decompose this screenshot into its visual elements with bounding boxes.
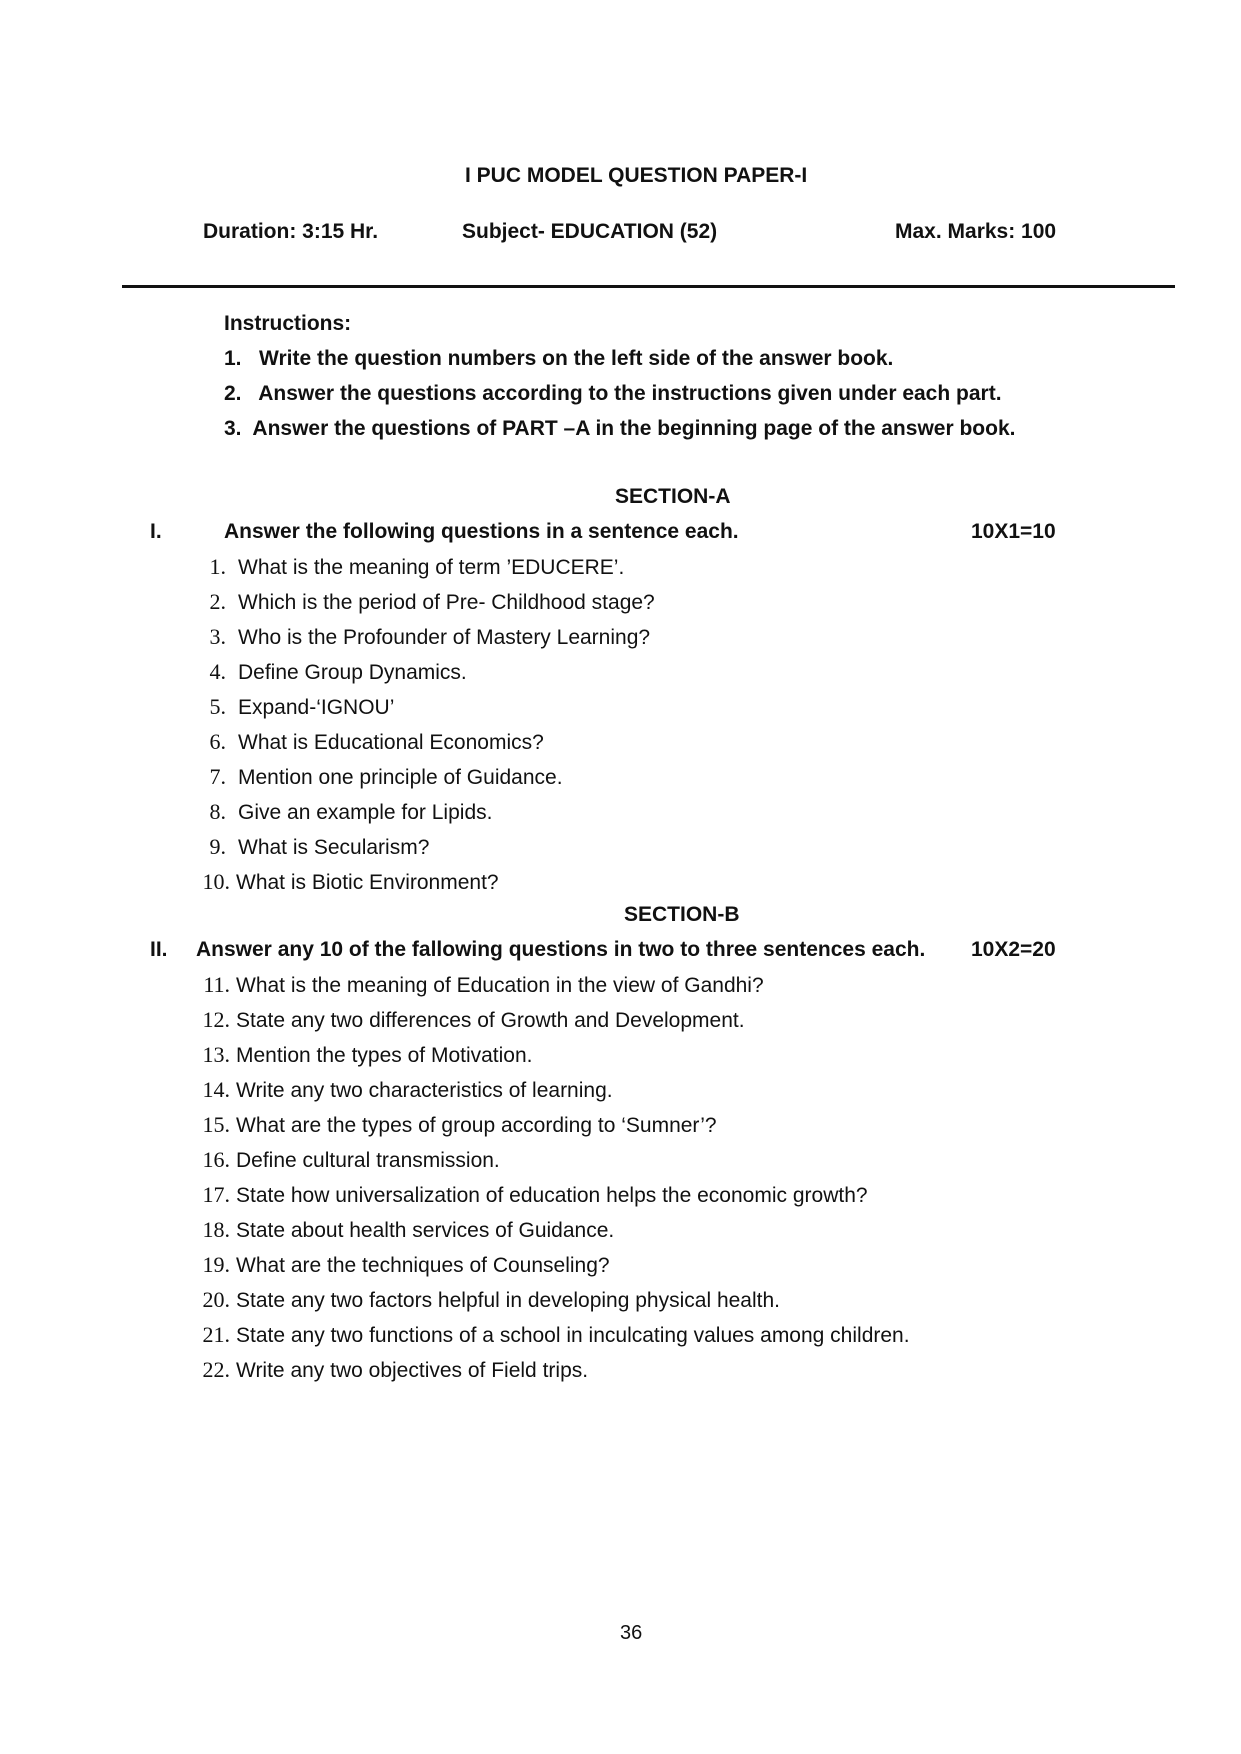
question-item: [196, 727, 544, 757]
section-b-directive: Answer any 10 of the fallowing questions in two to three sentences each.: [196, 938, 926, 961]
instruction-text: Answer the questions of PART –A in the beginning page of the answer book.: [252, 417, 1016, 440]
question-text: Define cultural transmission.: [236, 1149, 500, 1172]
question-text: Give an example for Lipids.: [238, 801, 493, 824]
instruction-number: 3.: [224, 417, 242, 440]
question-text: Who is the Profounder of Mastery Learning?: [238, 626, 651, 649]
question-item: [196, 587, 655, 617]
section-a-roman: I.: [150, 520, 162, 543]
question-number: 20.: [202, 1287, 230, 1312]
question-number: 5.: [209, 694, 226, 719]
question-number: 14.: [202, 1077, 230, 1102]
question-item: [196, 657, 467, 687]
question-item: [196, 1180, 868, 1210]
section-b-title: SECTION-B: [624, 903, 740, 926]
question-item: [196, 1110, 717, 1140]
section-b-marks: 10X2=20: [971, 938, 1056, 961]
question-number: 12.: [202, 1007, 230, 1032]
question-text: What are the types of group according to ‘Sumner’?: [236, 1114, 717, 1137]
subject-label: Subject- EDUCATION (52): [462, 220, 718, 243]
question-item: [196, 622, 650, 652]
section-a-directive: Answer the following questions in a sentence each.: [224, 520, 739, 543]
question-text: State any two factors helpful in developing physical health.: [236, 1289, 781, 1312]
question-number: 16.: [202, 1147, 230, 1172]
question-item: [196, 832, 429, 862]
question-text: What is Educational Economics?: [238, 731, 544, 754]
question-item: [196, 1075, 613, 1105]
question-text: What is Secularism?: [238, 836, 430, 859]
question-number: 18.: [202, 1217, 230, 1242]
question-item: [196, 867, 499, 897]
question-text: What is the meaning of term ’EDUCERE’.: [238, 556, 625, 579]
question-text: Mention the types of Motivation.: [236, 1044, 533, 1067]
section-a-title: SECTION-A: [615, 485, 731, 508]
instruction-number: 1.: [224, 347, 242, 370]
question-item: [196, 692, 394, 722]
question-number: 21.: [202, 1322, 230, 1347]
instruction-item: [224, 379, 1002, 409]
question-item: [196, 552, 624, 582]
question-text: Write any two characteristics of learning.: [236, 1079, 613, 1102]
question-text: What is Biotic Environment?: [236, 871, 499, 894]
question-text: What is the meaning of Education in the view of Gandhi?: [236, 974, 764, 997]
duration-label: Duration: 3:15 Hr.: [203, 220, 379, 243]
question-text: What are the techniques of Counseling?: [236, 1254, 610, 1277]
question-text: State about health services of Guidance.: [236, 1219, 615, 1242]
question-item: [196, 1215, 614, 1245]
question-number: 4.: [209, 659, 226, 684]
question-item: [196, 1145, 500, 1175]
question-item: [196, 762, 563, 792]
paper-title: I PUC MODEL QUESTION PAPER-I: [465, 164, 808, 187]
question-number: 1.: [209, 554, 226, 579]
question-number: 11.: [203, 972, 230, 997]
header-divider: [122, 285, 1175, 288]
page-number: 36: [620, 1622, 643, 1644]
question-number: 13.: [202, 1042, 230, 1067]
question-number: 19.: [202, 1252, 230, 1277]
question-item: [196, 1040, 533, 1070]
instruction-text: Answer the questions according to the instructions given under each part.: [258, 382, 1002, 405]
instructions-heading: Instructions:: [224, 312, 352, 335]
max-marks-label: Max. Marks: 100: [895, 220, 1057, 243]
question-text: State any two functions of a school in inculcating values among children.: [236, 1324, 910, 1347]
question-item: [196, 1355, 588, 1385]
question-text: Define Group Dynamics.: [238, 661, 467, 684]
question-number: 17.: [202, 1182, 230, 1207]
question-text: Expand-‘IGNOU’: [238, 696, 395, 719]
question-text: State how universalization of education helps the economic growth?: [236, 1184, 868, 1207]
instruction-text: Write the question numbers on the left side of the answer book.: [259, 347, 894, 370]
question-number: 15.: [202, 1112, 230, 1137]
question-item: [196, 970, 764, 1000]
question-number: 9.: [209, 834, 226, 859]
instruction-item: [224, 344, 893, 374]
question-number: 6.: [209, 729, 226, 754]
question-item: [196, 1285, 780, 1315]
question-number: 3.: [209, 624, 226, 649]
question-text: Write any two objectives of Field trips.: [236, 1359, 589, 1382]
instruction-number: 2.: [224, 382, 242, 405]
question-number: 7.: [209, 764, 226, 789]
instruction-item: [224, 414, 1015, 444]
question-text: Mention one principle of Guidance.: [238, 766, 563, 789]
question-number: 10.: [202, 869, 230, 894]
question-item: [196, 1250, 610, 1280]
section-a-marks: 10X1=10: [971, 520, 1056, 543]
question-item: [196, 797, 492, 827]
section-b-roman: II.: [150, 938, 168, 961]
question-text: Which is the period of Pre- Childhood stage?: [238, 591, 655, 614]
question-item: [196, 1005, 745, 1035]
question-number: 22.: [202, 1357, 230, 1382]
question-number: 2.: [209, 589, 226, 614]
question-number: 8.: [209, 799, 226, 824]
question-text: State any two differences of Growth and Development.: [236, 1009, 745, 1032]
question-item: [196, 1320, 910, 1350]
